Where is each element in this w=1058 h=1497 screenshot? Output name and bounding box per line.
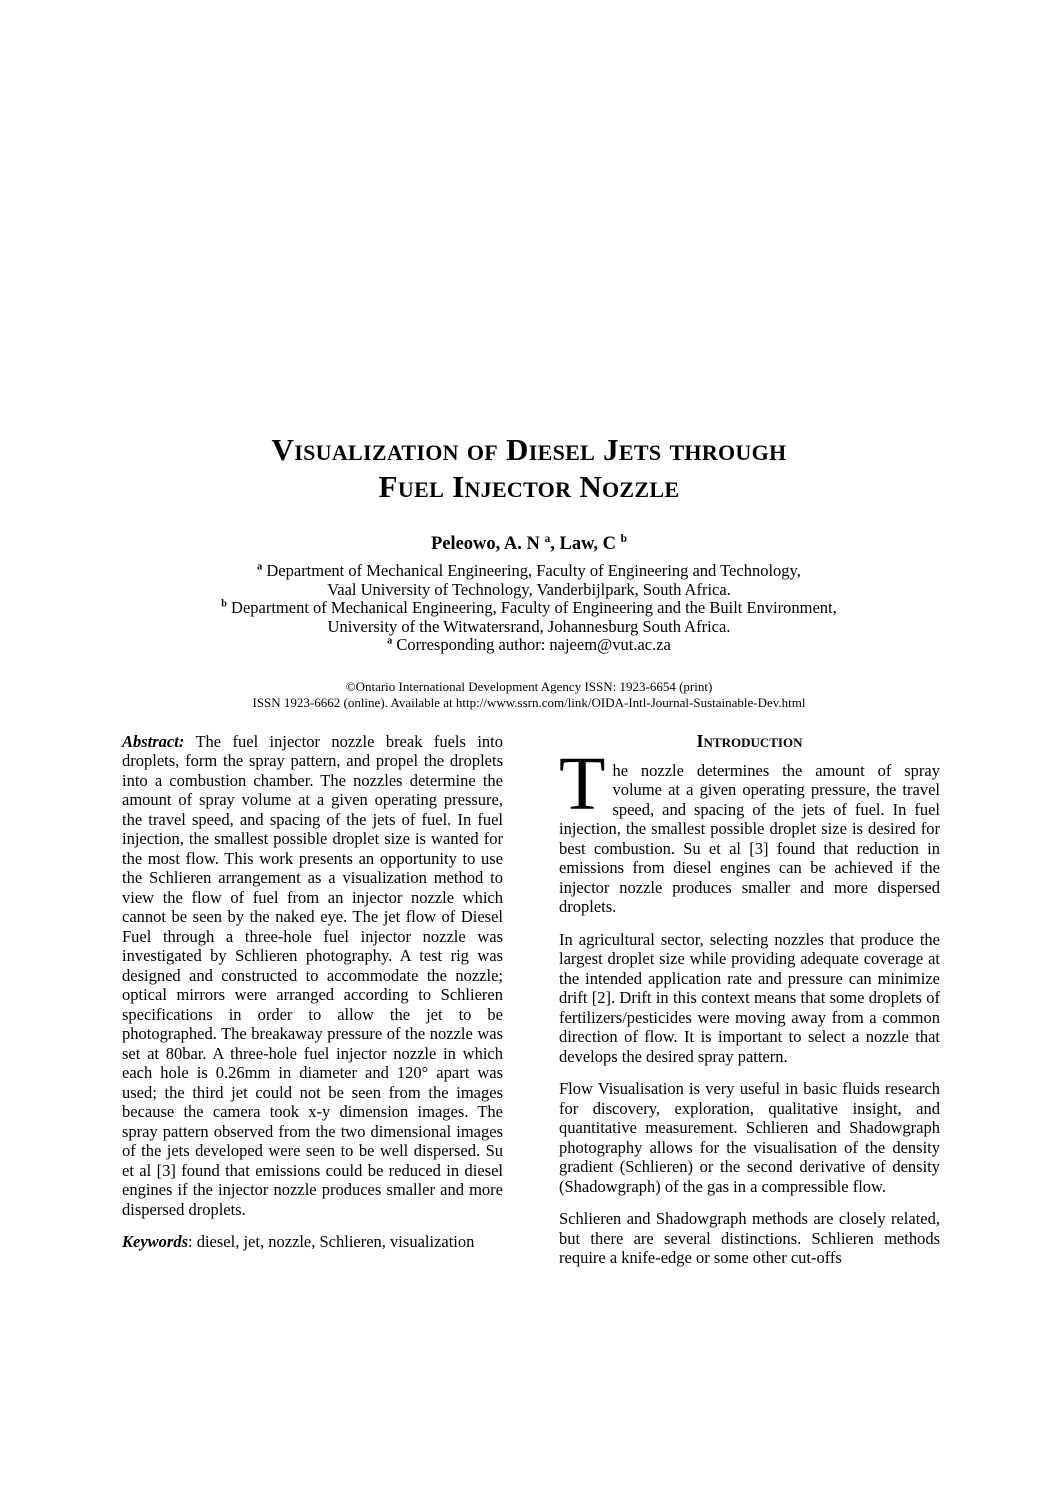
abstract-text: The fuel injector nozzle break fuels into droplets, form the spray pattern, and propel the droplets into a combustion chamber. The nozzles determine the amount of spray volume at a given operating pressure, the travel speed, and spacing of the jets of fuel. In fuel injection, the smallest possible droplet size is wanted for the most flow. This work presents an opportunity to use the Schlieren arrangement as a visualization method to view the flow of fuel from an injector nozzle which cannot be seen by the naked eye. The jet flow of Diesel Fuel through a three-hole fuel injector nozzle was investigated by Schlieren photography. A test rig was designed and constructed to accommodate the nozzle; optical mirrors were arranged according to Schlieren specifications in order to allow the jet to be photographed. The breakaway pressure of the nozzle was set at 80bar. A three-hole fuel injector nozzle in which each hole is 0.26mm in diameter and 120° apart was used; the third jet could not be seen from the images because the camera took x-y dimension images. The spray pattern observed from the two dimensional images of the jets developed were seen to be well dispersed. Su et al [3] found that emissions could be reduced in diesel engines if the injector nozzle produces smaller and more dispersed droplets. — [122, 731, 504, 1219]
corresponding-author-mark: a — [387, 635, 393, 647]
introduction-paragraph-1 — [559, 741, 940, 917]
keywords-text: diesel, jet, nozzle, Schlieren, visualization — [196, 1232, 475, 1251]
author-1-affiliation-mark: a — [544, 532, 551, 545]
introduction-paragraph-1-text: he nozzle determines the amount of spray volume at a given operating pressure, the travel speed, and spacing of the jets of fuel. In fuel injection, the smallest possible droplet size is desired for best combustion. Su et al [3] found that reduction in emissions from diesel engines can be achieved if the injector nozzle produces smaller and more dispersed droplets. — [559, 760, 940, 916]
introduction-paragraph-3: Flow Visualisation is very useful in basic fluids research for discovery, exploration, qualitative insight, and quantitative measurement. Schlieren and Shadowgraph photography allows for the visualisation of the density gradient (Schlieren) or the second derivative of density (Shadowgraph) of the gas in a compressible flow. — [559, 1079, 940, 1196]
affiliation-a-text1: Department of Mechanical Engineering, Faculty of Engineering and Technology, — [266, 561, 801, 580]
corresponding-author-text: Corresponding author: najeem@vut.ac.za — [396, 635, 671, 654]
two-column-body — [122, 732, 940, 1268]
introduction-paragraph-2: In agricultural sector, selecting nozzles that produce the largest droplet size while providing adequate coverage at the intended application rate and pressure can minimize drift [2]. Drift in this context means that some droplets of fertilizers/pesticides were moving away from a common direction of flow. It is important to select a nozzle that develops the desired spray pattern. — [559, 929, 940, 1066]
introduction-paragraph-4: Schlieren and Shadowgraph methods are closely related, but there are several distinctions. Schlieren methods require a knife-edge or some other cut-offs — [559, 1209, 940, 1267]
affiliation-a-line2 — [0, 581, 1058, 600]
imprint-line2: ISSN 1923-6662 (online). Available at http://www.ssrn.com/link/OIDA-Intl-Journal-Sustainable-Dev.html — [252, 695, 806, 710]
keywords-label: Keywords — [122, 1232, 188, 1251]
paper-title-line2: Fuel Injector Nozzle — [378, 469, 680, 504]
paper-title-line1: Visualization of Diesel Jets through — [271, 432, 787, 467]
affiliation-a-mark: a — [257, 561, 263, 573]
affiliation-a-text2: Vaal University of Technology, Vanderbijlpark, South Africa. — [327, 579, 731, 599]
drop-cap: T — [559, 741, 606, 826]
imprint-line1: ©Ontario International Development Agency ISSN: 1923-6654 (print) — [345, 678, 713, 694]
right-column — [559, 732, 940, 1268]
introduction-heading: Introduction — [696, 730, 803, 751]
affiliation-b-line2 — [0, 618, 1058, 637]
abstract-paragraph — [122, 732, 503, 1220]
paper-title — [0, 431, 1058, 505]
keywords-paragraph — [122, 1232, 503, 1252]
abstract-label: Abstract: — [122, 731, 185, 751]
author-2: , Law, C — [550, 534, 617, 554]
journal-imprint — [0, 679, 1058, 712]
affiliation-b-text1: Department of Mechanical Engineering, Faculty of Engineering and the Built Environment, — [231, 598, 837, 617]
affiliation-a-line1 — [0, 562, 1058, 581]
affiliation-b-text2: University of the Witwatersrand, Johannesburg South Africa. — [327, 616, 731, 636]
affiliations-block — [0, 562, 1058, 655]
keywords-colon: : — [188, 1232, 193, 1251]
front-matter — [0, 0, 1058, 712]
corresponding-author-line — [0, 636, 1058, 655]
affiliation-b-mark: b — [221, 598, 227, 610]
author-1: Peleowo, A. N — [430, 534, 540, 554]
left-column — [122, 732, 503, 1268]
author-byline — [0, 533, 1058, 555]
affiliation-b-line1 — [0, 599, 1058, 618]
author-2-affiliation-mark: b — [620, 532, 628, 545]
